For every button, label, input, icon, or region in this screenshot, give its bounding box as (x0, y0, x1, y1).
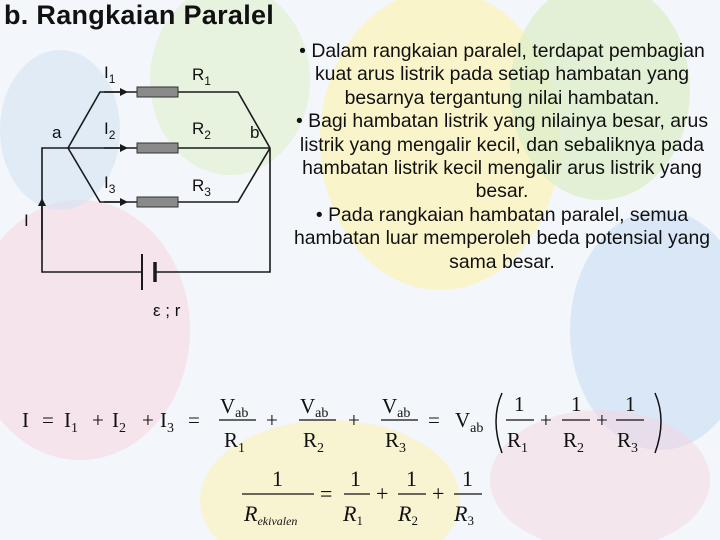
fraction-numerator: 1 (462, 466, 473, 491)
node-a-label: a (52, 123, 62, 142)
fraction-denominator: $R_2$ (303, 428, 325, 456)
formula-plus: + (142, 408, 154, 432)
source-label: ε ; r (153, 301, 181, 320)
node-b-label: b (250, 123, 260, 142)
formula-current-3: $I_3$ (160, 408, 174, 436)
formula-plus: + (540, 408, 552, 432)
resistor-label-1: $R_1$ (192, 65, 211, 88)
formula-current-2: $I_2$ (112, 408, 126, 436)
current-label-1: $I_1$ (104, 63, 116, 86)
formula-plus: + (376, 481, 389, 506)
fraction-denominator: $R_1$ (224, 428, 246, 456)
fraction-denominator: $R_1$ (507, 428, 529, 456)
formula-equals: = (42, 408, 54, 432)
fraction-numerator: 1 (406, 466, 417, 491)
formula-plus: + (348, 408, 360, 432)
outer-loop-wire (42, 148, 270, 272)
resistor-1 (137, 87, 178, 97)
formula-lhs: I (22, 408, 29, 432)
fraction-denominator: R1 (343, 501, 363, 528)
resistor-3 (137, 197, 178, 207)
explanation-bullets (286, 40, 718, 274)
fraction-numerator: Vab (220, 394, 249, 421)
formula-equals: = (320, 481, 333, 506)
fraction-denominator: $R_3$ (617, 428, 639, 456)
bullet-item: • Bagi hambatan listrik yang nilainya besar, arus listrik yang mengalir kecil, dan sebaliknya pada hambatan listrik kecil mengalir arus listrik yang besar. (286, 110, 718, 204)
fraction-numerator: 1 (350, 466, 361, 491)
fraction-numerator: Vab (382, 394, 411, 421)
right-paren (655, 393, 661, 453)
branch-3-wire (68, 148, 270, 202)
fraction-numerator: 1 (514, 392, 525, 416)
slide-title: b. Rangkaian Paralel (4, 0, 275, 30)
left-paren (496, 393, 502, 453)
current-label-2: $I_2$ (104, 119, 116, 142)
formula-plus: + (596, 408, 608, 432)
bullet-item: • Pada rangkaian hambatan paralel, semua hambatan luar memperoleh beda potensial yang sama besar. (286, 204, 718, 274)
fraction-denominator: R2 (398, 501, 418, 528)
fraction-numerator: 1 (571, 392, 582, 416)
formula-equals: = (188, 408, 200, 432)
formula-plus: + (92, 408, 104, 432)
formula-current-1: $I_1$ (64, 408, 78, 436)
fraction-denominator: R3 (454, 501, 474, 528)
formula-equals: = (428, 408, 440, 432)
current-label-3: $I_3$ (104, 173, 116, 196)
current-division-formula (0, 375, 720, 465)
resistor-label-3: $R_3$ (192, 176, 211, 199)
formula-plus: + (432, 481, 445, 506)
formula-plus: + (266, 408, 278, 432)
fraction-numerator: 1 (272, 466, 283, 491)
formula-voltage: $V_{ab}$ (455, 408, 484, 436)
resistor-2 (137, 143, 178, 153)
bullet-item: • Dalam rangkaian paralel, terdapat pembagian kuat arus listrik pada setiap hambatan yang besarnya tergantung nilai hambatan. (286, 40, 718, 110)
fraction-numerator: Vab (300, 394, 329, 421)
fraction-denominator: $R_2$ (563, 428, 585, 456)
fraction-denominator: $R_3$ (385, 428, 407, 456)
resistor-label-2: $R_2$ (192, 119, 211, 142)
parallel-circuit-diagram (0, 0, 300, 360)
branch-1-wire (68, 92, 270, 148)
fraction-denominator: Rekivalen (244, 501, 298, 528)
fraction-numerator: 1 (625, 392, 636, 416)
total-current-label: I (24, 211, 29, 230)
equivalent-resistance-formula (230, 458, 510, 540)
